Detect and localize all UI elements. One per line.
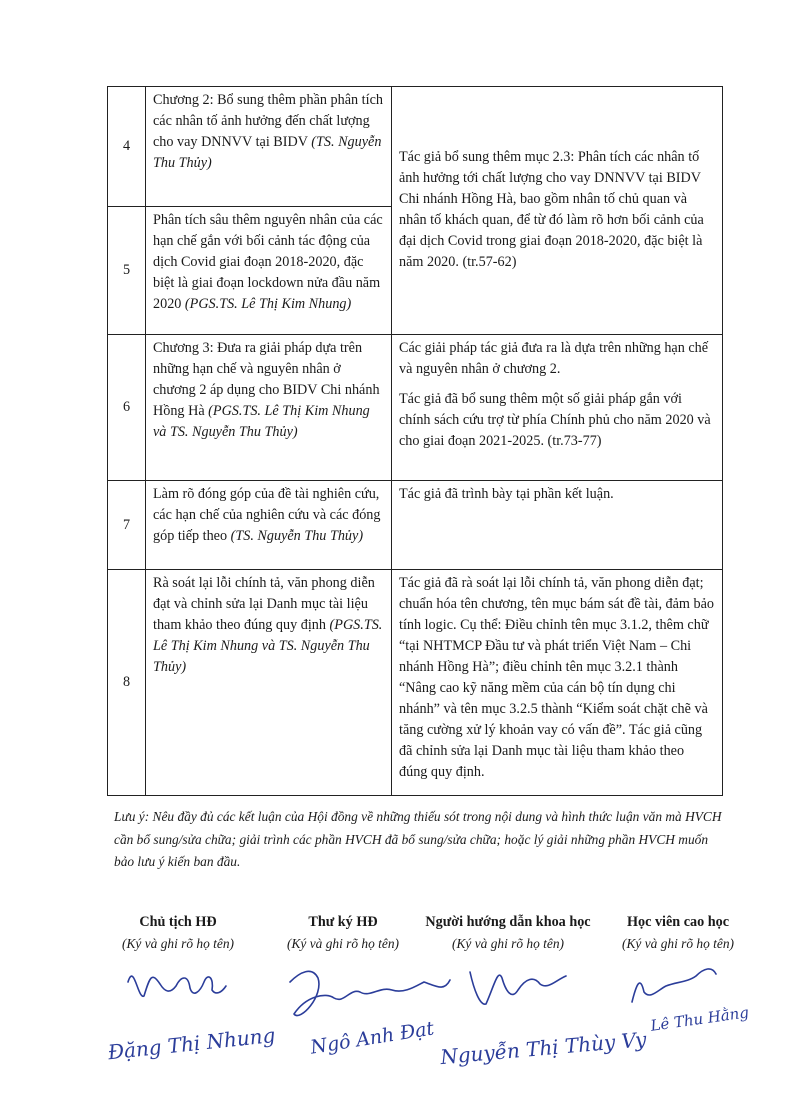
request-cell <box>146 335 392 481</box>
response-text: Các giải pháp tác giả đưa ra là dựa trên những hạn chế và nguyên nhân ở chương 2. <box>399 340 709 377</box>
table-row <box>108 335 723 481</box>
request-text: Phân tích sâu thêm nguyên nhân của các hạn chế gắn với bối cảnh tác động của dịch Covid giai đoạn 2018-2020, đặc biệt là giai đoạn lockdown nửa đầu năm 2020 <box>153 212 383 312</box>
response-cell <box>392 335 723 481</box>
row-number: 8 <box>108 570 146 796</box>
signatory-hint: (Ký và ghi rõ họ tên) <box>287 936 399 951</box>
response-cell <box>392 87 723 335</box>
signature-block-advisor <box>413 912 603 954</box>
signatory-role: Học viên cao học <box>626 914 730 930</box>
signature-student <box>632 969 716 1002</box>
request-text: Chương 2: Bổ sung thêm phần phân tích các nhân tố ảnh hưởng đến chất lượng cho vay DNNVV tại BIDV <box>153 92 383 150</box>
request-author: (TS. Nguyễn Thu Thủy) <box>230 528 364 544</box>
request-author: (PGS.TS. Lê Thị Kim Nhung và TS. Nguyễn Thu Thủy) <box>153 403 370 440</box>
row-number: 5 <box>108 207 146 335</box>
response-text: Tác giả bổ sung thêm mục 2.3: Phân tích các nhân tố ảnh hưởng tới chất lượng cho vay DNNVV tại BIDV Chi nhánh Hồng Hà, bao gồm nhân tố chủ quan và nhân tố khách quan, để từ đó làm rõ hơn bối cảnh của đại dịch Covid trong giai đoạn 2018-2020, đặc biệt là năm 2020. (tr.57-62) <box>399 149 704 270</box>
signature-chair <box>128 976 226 996</box>
response-text: Tác giả đã trình bày tại phần kết luận. <box>399 486 614 502</box>
signatory-role: Chủ tịch HĐ <box>139 914 217 930</box>
request-author: (PGS.TS. Lê Thị Kim Nhung) <box>184 296 352 312</box>
signature-block-student <box>583 912 773 954</box>
signatory-hint: (Ký và ghi rõ họ tên) <box>622 936 734 951</box>
response-text: Tác giả đã bổ sung thêm một số giải pháp gắn với chính sách cứu trợ từ phía Chính phủ cho năm 2020 và cho giai đoạn 2021-2025. (tr.73-77) <box>399 391 711 449</box>
signatory-role: Thư ký HĐ <box>308 914 378 930</box>
row-number: 6 <box>108 335 146 481</box>
signatory-hint: (Ký và ghi rõ họ tên) <box>452 936 564 951</box>
row-number: 7 <box>108 481 146 570</box>
row-number: 4 <box>108 87 146 207</box>
request-cell <box>146 570 392 796</box>
revision-table <box>107 86 723 796</box>
response-cell <box>392 570 723 796</box>
table-row <box>108 87 723 207</box>
handwritten-name-chair: Đặng Thị Nhung <box>106 1022 277 1065</box>
handwritten-name-advisor: Nguyễn Thị Thùy Vy <box>439 1027 648 1070</box>
request-cell <box>146 207 392 335</box>
request-author: (PGS.TS. Lê Thị Kim Nhung và TS. Nguyễn Thu Thủy) <box>153 617 383 675</box>
signatory-hint: (Ký và ghi rõ họ tên) <box>122 936 234 951</box>
table-row <box>108 481 723 570</box>
request-text: Làm rõ đóng góp của đề tài nghiên cứu, các hạn chế của nghiên cứu và các đóng góp tiếp theo <box>153 486 381 544</box>
request-cell <box>146 87 392 207</box>
signatory-role: Người hướng dẫn khoa học <box>425 914 591 930</box>
signature-secretary <box>290 971 450 1015</box>
response-cell <box>392 481 723 570</box>
table-row <box>108 570 723 796</box>
handwritten-name-secretary: Ngô Anh Đạt <box>308 1017 436 1059</box>
signature-advisor <box>470 972 566 1004</box>
footnote: Lưu ý: Nêu đầy đủ các kết luận của Hội đồng về những thiếu sót trong nội dung và hình thức luận văn mà HVCH cần bổ sung/sửa chữa; giải trình các phần HVCH đã bổ sung/sửa chữa; hoặc lý giải những phần HVCH muốn bảo lưu ý kiến ban đầu. <box>114 809 722 869</box>
request-author: (TS. Nguyễn Thu Thủy) <box>153 134 382 171</box>
response-text: Tác giả đã rà soát lại lỗi chính tả, văn phong diễn đạt; chuẩn hóa tên chương, tên mục bám sát đề tài, đảm bảo tính logic. Cụ thể: Điều chỉnh tên mục 3.1.2, thêm chữ “tại NHTMCP Đầu tư và phát triển Việt Nam – Chi nhánh Hồng Hà”; điều chỉnh tên mục 3.2.1 thành “Nâng cao kỹ năng mềm của cán bộ tín dụng chi nhánh” và tên mục 3.2.5 thành “Kiểm soát chặt chẽ và tăng cường xử lý khoản vay có vấn đề”. Tác giả cũng đã chỉnh sửa lại Danh mục tài liệu tham khảo theo đúng quy định. <box>399 575 714 780</box>
request-cell <box>146 481 392 570</box>
handwritten-name-student: Lê Thu Hằng <box>649 1003 750 1035</box>
request-text: Rà soát lại lỗi chính tả, văn phong diễn đạt và chỉnh sửa lại Danh mục tài liệu tham khảo theo đúng quy định <box>153 575 375 633</box>
request-text: Chương 3: Đưa ra giải pháp dựa trên những hạn chế và nguyên nhân ở chương 2 áp dụng cho BIDV Chi nhánh Hồng Hà <box>153 340 380 419</box>
signature-block-chair <box>83 912 273 954</box>
signature-block-secretary <box>248 912 438 954</box>
